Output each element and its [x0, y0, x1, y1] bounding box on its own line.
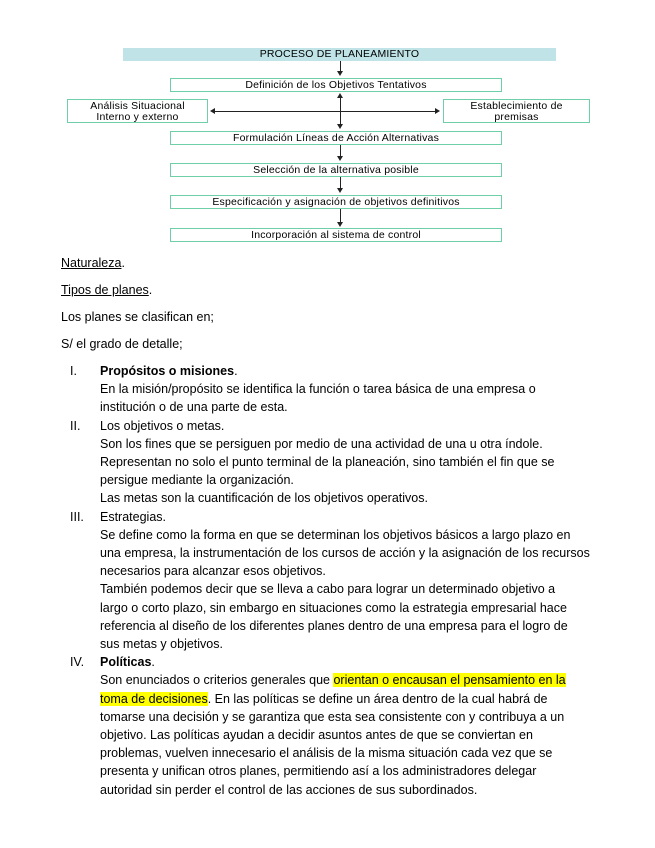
list-item: IV. Políticas. Son enunciados o criterios generales que orientan o encausan el pensamiento en la toma de decisiones. En las políticas se define un área dentro de la cual habrá de tomarse una decisión y se garantiza que esta sea consistente con y contribuya a un objetivo. Las políticas ayudan a decidir asuntos antes de que se conviertan en problemas, vuelven innecesario el análisis de la misma situación cada vez que se presenta y unifican otros planes, permitiendo así a los administradores delegar autoridad sin perder el control de las acciones de sus subordinados. — [70, 655, 566, 797]
diagram-title: PROCESO DE PLANEAMIENTO — [123, 48, 556, 61]
step-control-box: Incorporación al sistema de control — [170, 228, 502, 242]
step-alternatives-box: Formulación Líneas de Acción Alternativas — [170, 131, 502, 145]
classification-text: Los planes se clasifican en; — [61, 310, 214, 324]
tipos-heading: Tipos de planes. — [61, 283, 153, 297]
list-item: III. Estrategias. Se define como la forma en que se determinan los objetivos básicos a largo plazo en una empresa, la instrumentación de los cursos de acción y la asignación de los recursos necesarios para alcanzar esos objetivos. También podemos decir que se lleva a cabo para lograr un determinado objetivo a largo o corto plazo, sin embargo en situaciones como la estrategia empresarial hace referencia al diseño de los diferentes planes dentro de una empresa para el logro de sus metas y objetivos. — [70, 509, 590, 652]
detail-grade-text: S/ el grado de detalle; — [61, 337, 183, 351]
list-item: II. Los objetivos o metas. Son los fines que se persiguen por medio de una actividad de una u otra índole. Representan no solo el punto terminal de la planeación, sino también el fin que se persigue mediante la organización. Las metas son la cuantificación de los objetivos operativos. — [70, 418, 555, 506]
premises-box: Establecimiento de premisas — [443, 99, 590, 123]
situational-analysis-box: Análisis Situacional Interno y externo — [67, 99, 208, 123]
plans-list — [0, 362, 655, 799]
naturaleza-heading: Naturaleza. — [61, 256, 125, 270]
highlighted-text: toma de decisiones — [100, 691, 208, 706]
step-definition-box: Definición de los Objetivos Tentativos — [170, 78, 502, 92]
list-item: I. Propósitos o misiones. En la misión/propósito se identifica la función o tarea básica de una empresa o institución o de una parte de esta. — [70, 364, 536, 415]
highlighted-text: orientan o encausan el pensamiento en la — [333, 673, 566, 688]
step-specification-box: Especificación y asignación de objetivos definitivos — [170, 195, 502, 209]
planning-process-diagram — [0, 0, 655, 250]
step-selection-box: Selección de la alternativa posible — [170, 163, 502, 177]
